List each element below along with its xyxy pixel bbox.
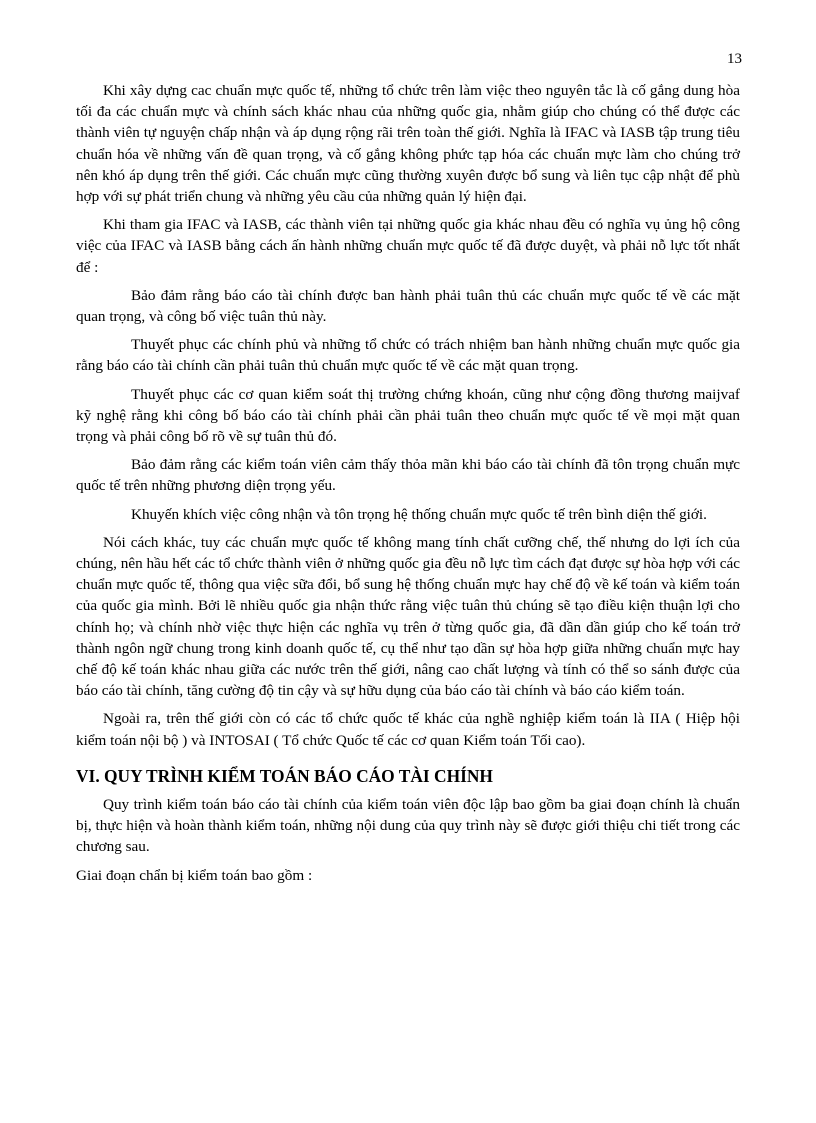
section-heading: VI. QUY TRÌNH KIỂM TOÁN BÁO CÁO TÀI CHÍNH xyxy=(76,765,493,786)
paragraph-standards-principle: Khi xây dựng cac chuẩn mực quốc tế, những tổ chức trên làm việc theo nguyên tắc là cố gắng dung hòa tối đa các chuẩn mực và chính sách khác nhau của những quốc gia, nhằm giúp cho chúng có thể được các thành viên tự nguyện chấp nhận và áp dụng rộng rãi trên toàn thế giới. Nghĩa là IFAC và IASB tập trung tiêu chuẩn hóa về những vấn đề quan trọng, và cố gắng không phức tạp hóa các chuẩn mực làm cho chúng trở nên khó áp dụng trên thế giới. Các chuẩn mực cũng thường xuyên được bổ sung và liên tục cập nhật để phù hợp với sự phát triển chung và những yêu cầu của những quản lý hiện đại. xyxy=(76,82,740,206)
paragraph-member-obligations: Khi tham gia IFAC và IASB, các thành viên tại những quốc gia khác nhau đều có nghĩa vụ ủng hộ công việc của IFAC và IASB bằng cách ấn hành những chuẩn mực quốc tế đã được duyệt, và phải nỗ lực tốt nhất để : xyxy=(76,216,740,276)
list-item-ensure-compliance: Bảo đảm rằng báo cáo tài chính được ban hành phải tuân thủ các chuẩn mực quốc tế về các mặt quan trọng, và công bố việc tuân thủ này. xyxy=(76,286,740,326)
page-number: 13 xyxy=(727,51,742,67)
paragraph-preparation-phase: Giai đoạn chẩn bị kiểm toán bao gồm : xyxy=(76,866,313,884)
list-item-persuade-regulators: Thuyết phục các cơ quan kiểm soát thị trường chứng khoán, cũng như cộng đồng thương maijvaf kỹ nghệ rằng khi công bố báo cáo tài chính phải cần phải tuân theo chuẩn mực quốc tế về mọi mặt quan trọng và phải công bố rõ về sự tuân thủ đó. xyxy=(76,385,740,446)
paragraph-audit-process: Quy trình kiểm toán báo cáo tài chính của kiểm toán viên độc lập bao gồm ba giai đoạn chính là chuẩn bị, thực hiện và hoàn thành kiểm toán, những nội dung của quy trình này sẽ được giới thiệu chi tiết trong các chương sau. xyxy=(76,795,740,856)
document-body xyxy=(76,80,740,893)
list-item-auditor-satisfaction: Bảo đảm rằng các kiểm toán viên cảm thấy thỏa mãn khi báo cáo tài chính đã tôn trọng chuẩn mực quốc tế trên những phương diện trọng yếu. xyxy=(76,456,740,495)
paragraph-harmonization: Nói cách khác, tuy các chuẩn mực quốc tế không mang tính chất cưỡng chế, thế nhưng do lợi ích của chúng, nên hầu hết các tổ chức thành viên ở những quốc gia đều nỗ lực tìm cách đạt được sự hòa hợp với các chuẩn mực quốc tế, thông qua việc sữa đổi, bổ sung hệ thống chuẩn mực hay chế độ về kế toán và kiểm toán của quốc gia mình. Bởi lẽ nhiều quốc gia nhận thức rằng việc tuân thủ chúng sẽ tạo điều kiện thuận lợi cho chính họ; và chính nhờ việc thực hiện các nghĩa vụ trên ở từng quốc gia, đã dần dần giúp cho kế toán trở thành ngôn ngữ chung trong kinh doanh quốc tế, cụ thể như tạo dần sự hòa hợp giữa những chuẩn mực hay chế độ kế toán khác nhau giữa các nước trên thế giới, nâng cao chất lượng và tính có thể so sánh được của báo cáo tài chính, tăng cường độ tin cậy và sự hữu dụng của báo cáo tài chính và báo cáo kiểm toán. xyxy=(76,533,740,700)
list-item-encourage-recognition: Khuyến khích việc công nhận và tôn trọng hệ thống chuẩn mực quốc tế trên bình diện thế giới. xyxy=(131,505,707,523)
list-item-persuade-governments: Thuyết phục các chính phủ và những tổ chức có trách nhiệm ban hành những chuẩn mực quốc gia rằng báo cáo tài chính cần phải tuân thủ chuẩn mực quốc tế về các mặt quan trọng. xyxy=(76,336,740,375)
paragraph-other-organizations: Ngoài ra, trên thế giới còn có các tổ chức quốc tế khác của nghề nghiệp kiểm toán là IIA ( Hiệp hội kiểm toán nội bộ ) và INTOSAI ( Tổ chức Quốc tế các cơ quan Kiểm toán Tối cao). xyxy=(76,710,740,749)
